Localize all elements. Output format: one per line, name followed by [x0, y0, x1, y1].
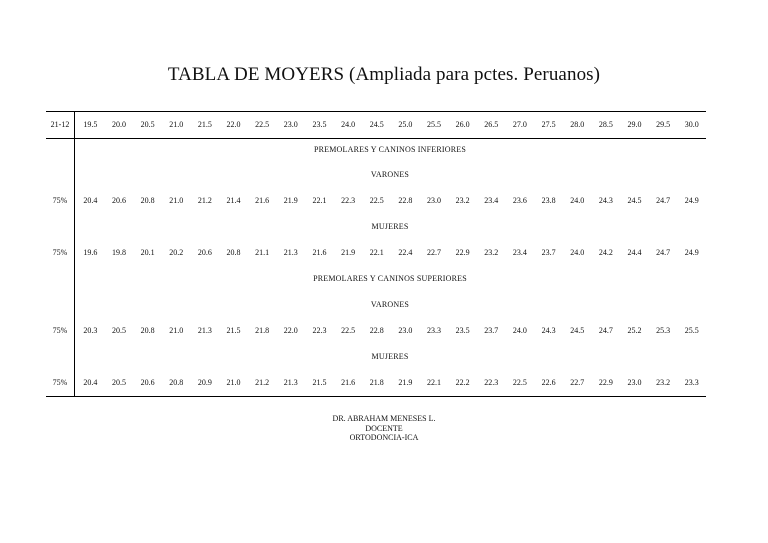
- table-cell: 20.6: [111, 196, 126, 205]
- table-cell: 22.3: [312, 326, 327, 335]
- table-cell: 29.0: [627, 120, 642, 129]
- table-cell: 21.6: [341, 378, 356, 387]
- table-cell: 30.0: [684, 120, 699, 129]
- table-cell: 24.9: [684, 248, 699, 257]
- section-heading-superiores: PREMOLARES Y CANINOS SUPERIORES: [313, 274, 467, 283]
- table-cell: 22.0: [283, 326, 298, 335]
- table-cell: 20.5: [111, 326, 126, 335]
- table-cell: 22.5: [341, 326, 356, 335]
- table-cell: 20.6: [140, 378, 155, 387]
- row-label: 75%: [52, 196, 68, 205]
- table-cell: 21.2: [255, 378, 270, 387]
- table-cell: 24.5: [369, 120, 384, 129]
- row-values: [76, 324, 706, 338]
- table-cell: 23.6: [512, 196, 527, 205]
- row-label: 75%: [52, 326, 68, 335]
- table-cell: 20.8: [169, 378, 184, 387]
- table-cell: 24.7: [656, 248, 671, 257]
- table-cell: 20.5: [140, 120, 155, 129]
- table-cell: 21.0: [169, 196, 184, 205]
- table-cell: 24.0: [570, 248, 585, 257]
- table-cell: 27.0: [512, 120, 527, 129]
- table-cell: 25.3: [656, 326, 671, 335]
- table-cell: 21.5: [197, 120, 212, 129]
- author-name: DR. ABRAHAM MENESES L.: [332, 414, 436, 423]
- table-cell: 21.6: [312, 248, 327, 257]
- table-cell: 22.8: [369, 326, 384, 335]
- table-cell: 19.5: [83, 120, 98, 129]
- table-cell: 22.3: [341, 196, 356, 205]
- row-label: 75%: [52, 248, 68, 257]
- table-cell: 25.0: [398, 120, 413, 129]
- row-superiores-varones: [46, 324, 706, 338]
- table-cell: 21.2: [197, 196, 212, 205]
- table-cell: 21.1: [255, 248, 270, 257]
- table-cell: 21.0: [226, 378, 241, 387]
- table-cell: 24.0: [341, 120, 356, 129]
- table-cell: 23.4: [484, 196, 499, 205]
- row-values: [76, 246, 706, 260]
- table-cell: 24.7: [656, 196, 671, 205]
- row-inferiores-varones: [46, 194, 706, 208]
- table-cell: 22.5: [369, 196, 384, 205]
- table-cell: 24.0: [512, 326, 527, 335]
- table-cell: 22.1: [312, 196, 327, 205]
- subheading-mujeres-superiores: MUJERES: [371, 352, 409, 361]
- table-cell: 23.8: [541, 196, 556, 205]
- table-cell: 21.6: [255, 196, 270, 205]
- table-cell: 23.2: [656, 378, 671, 387]
- table-cell: 23.7: [484, 326, 499, 335]
- table-cell: 20.1: [140, 248, 155, 257]
- table-cell: 23.0: [627, 378, 642, 387]
- table-cell: 20.6: [197, 248, 212, 257]
- author-role: DOCENTE: [365, 423, 403, 433]
- table-cell: 24.2: [598, 248, 613, 257]
- table-cell: 23.5: [312, 120, 327, 129]
- header-divider: [46, 138, 706, 139]
- table-cell: 21.9: [398, 378, 413, 387]
- table-cell: 22.8: [398, 196, 413, 205]
- table-cell: 23.7: [541, 248, 556, 257]
- table-cell: 24.0: [570, 196, 585, 205]
- table-cell: 22.3: [484, 378, 499, 387]
- table-cell: 21.8: [369, 378, 384, 387]
- table-cell: 24.9: [684, 196, 699, 205]
- table-cell: 24.5: [570, 326, 585, 335]
- table-cell: 21.5: [312, 378, 327, 387]
- table-cell: 24.3: [541, 326, 556, 335]
- table-cell: 23.3: [427, 326, 441, 335]
- table-cell: 26.0: [455, 120, 470, 129]
- table-cell: 21.0: [169, 120, 184, 129]
- row-superiores-mujeres: [46, 376, 706, 390]
- table-cell: 21.9: [283, 196, 298, 205]
- table-cell: 21.8: [255, 326, 270, 335]
- table-cell: 22.9: [598, 378, 613, 387]
- row-inferiores-mujeres: [46, 246, 706, 260]
- table-cell: 25.2: [627, 326, 642, 335]
- moyers-table: [46, 111, 706, 397]
- row-label: 75%: [52, 378, 68, 387]
- table-cell: 25.5: [427, 120, 441, 129]
- table-cell: 22.9: [455, 248, 470, 257]
- table-cell: 24.3: [598, 196, 613, 205]
- table-cell: 22.7: [427, 248, 441, 257]
- table-cell: 22.5: [512, 378, 527, 387]
- table-cell: 20.8: [226, 248, 241, 257]
- table-cell: 21.9: [341, 248, 356, 257]
- subheading-varones-superiores: VARONES: [370, 300, 410, 309]
- table-cell: 20.4: [83, 196, 98, 205]
- row-values: [76, 194, 706, 208]
- table-cell: 27.5: [541, 120, 556, 129]
- table-cell: 23.0: [398, 326, 413, 335]
- section-heading-inferiores: PREMOLARES Y CANINOS INFERIORES: [313, 145, 467, 154]
- table-cell: 21.5: [226, 326, 241, 335]
- table-cell: 24.5: [627, 196, 642, 205]
- table-cell: 23.2: [484, 248, 499, 257]
- table-cell: 20.5: [111, 378, 126, 387]
- subheading-varones-inferiores: VARONES: [370, 170, 410, 179]
- page-title: TABLA DE MOYERS (Ampliada para pctes. Peruanos): [167, 64, 601, 85]
- table-cell: 22.4: [398, 248, 413, 257]
- table-cell: 23.3: [684, 378, 699, 387]
- table-cell: 22.1: [369, 248, 384, 257]
- author-department: ORTODONCIA-ICA: [349, 433, 419, 442]
- subheading-mujeres-inferiores: MUJERES: [371, 222, 409, 231]
- table-cell: 28.5: [598, 120, 613, 129]
- table-cell: 23.0: [283, 120, 298, 129]
- table-cell: 19.6: [83, 248, 98, 257]
- table-cell: 24.4: [627, 248, 642, 257]
- table-cell: 22.7: [570, 378, 585, 387]
- table-cell: 26.5: [484, 120, 499, 129]
- table-cell: 23.0: [427, 196, 441, 205]
- table-cell: 22.0: [226, 120, 241, 129]
- table-cell: 23.2: [455, 196, 470, 205]
- table-cell: 23.5: [455, 326, 470, 335]
- table-cell: 20.2: [169, 248, 184, 257]
- table-cell: 23.4: [512, 248, 527, 257]
- table-cell: 20.8: [140, 196, 155, 205]
- table-cell: 28.0: [570, 120, 585, 129]
- table-cell: 21.3: [197, 326, 212, 335]
- table-cell: 25.5: [684, 326, 699, 335]
- table-cell: 21.4: [226, 196, 241, 205]
- signature-block: [0, 414, 768, 443]
- table-cell: 20.9: [197, 378, 212, 387]
- table-cell: 20.8: [140, 326, 155, 335]
- table-cell: 21.3: [283, 378, 298, 387]
- table-cell: 22.2: [455, 378, 470, 387]
- row-values: [76, 376, 706, 390]
- table-cell: 21.3: [283, 248, 298, 257]
- table-cell: 19.8: [111, 248, 126, 257]
- table-cell: 24.7: [598, 326, 613, 335]
- table-cell: 20.0: [111, 120, 126, 129]
- table-cell: 22.5: [255, 120, 270, 129]
- table-cell: 20.4: [83, 378, 98, 387]
- table-cell: 21.0: [169, 326, 184, 335]
- header-row-label: 21-12: [50, 120, 70, 129]
- table-cell: 20.3: [83, 326, 98, 335]
- header-values: [76, 118, 706, 132]
- table-cell: 22.1: [427, 378, 441, 387]
- table-cell: 29.5: [656, 120, 671, 129]
- table-cell: 22.6: [541, 378, 556, 387]
- header-row: [46, 118, 706, 132]
